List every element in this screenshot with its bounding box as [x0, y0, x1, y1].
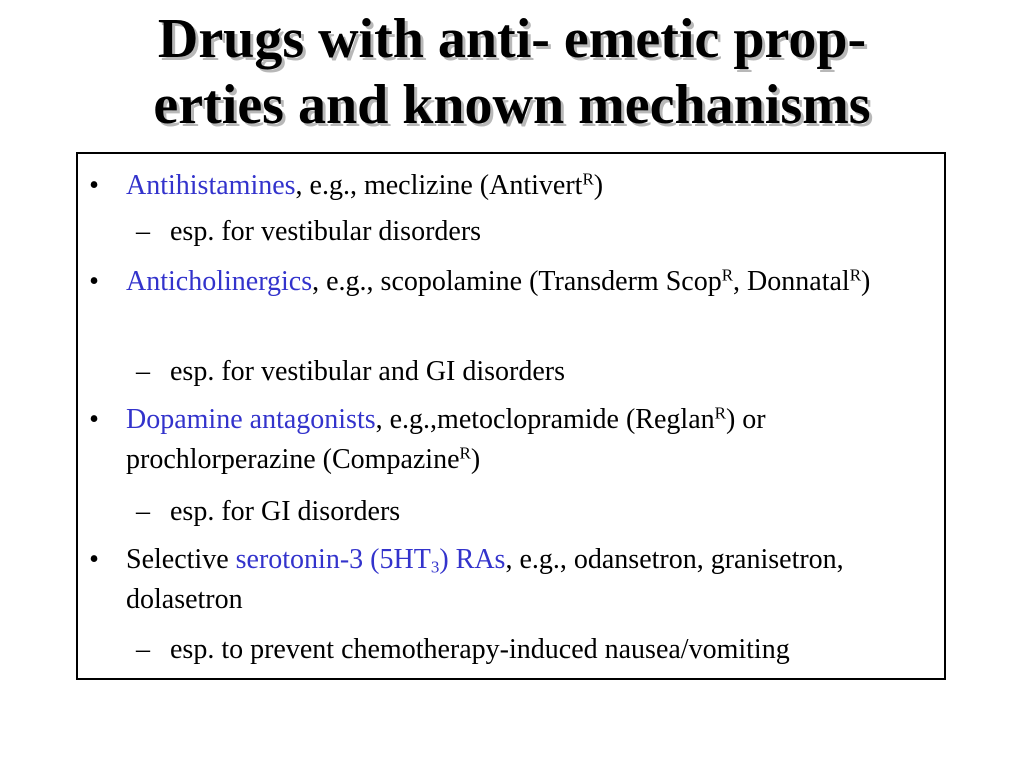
bullet-text: , e.g., odansetron, granisetron, dolasetron [126, 544, 844, 615]
drug-class-term: Anticholinergics [126, 266, 313, 297]
bullet-text: ) or prochlorperazine (Compazine [126, 404, 766, 475]
bullet-text: , e.g.,metoclopramide (Reglan [375, 404, 715, 435]
bullet-icon: • [89, 404, 99, 435]
sub-item-text: esp. for vestibular and GI disorders [170, 356, 566, 387]
registered-mark: R [849, 265, 862, 285]
dash-icon: – [136, 216, 150, 247]
bullet-text: Selective [126, 544, 236, 575]
bullet-icon: • [89, 544, 99, 575]
drug-class-term-end: ) RAs [439, 544, 506, 575]
sub-item-text: esp. for vestibular disorders [170, 216, 482, 247]
sub-item-anticholinergics [136, 352, 940, 392]
registered-mark: R [582, 169, 594, 189]
bullet-icon: • [89, 266, 99, 297]
slide-title [0, 6, 1024, 138]
bullet-text: ) [470, 444, 481, 475]
bullet-text: , e.g., meclizine (Antivert [295, 170, 583, 201]
drug-class-term: serotonin-3 (5HT [235, 544, 431, 575]
slide-title-line-2: erties and known mechanisms [153, 74, 871, 136]
drug-class-term: Antihistamines [126, 170, 296, 201]
bullet-item-serotonin-antagonists [89, 540, 936, 620]
dash-icon: – [136, 356, 150, 387]
bullet-text: , e.g., scopolamine (Transderm Scop [312, 266, 722, 297]
dash-icon: – [136, 634, 150, 665]
slide-title-line-1: Drugs with anti- emetic prop- [157, 8, 867, 70]
registered-mark: R [459, 443, 471, 463]
drug-class-term: Dopamine antagonists [126, 404, 376, 435]
bullet-icon: • [89, 170, 99, 201]
bullet-text: , Donnatal [733, 266, 850, 297]
bullet-item-anticholinergics [89, 262, 936, 302]
bullet-item-dopamine-antagonists [89, 400, 936, 480]
bullet-text: ) [593, 170, 604, 201]
sub-item-antihistamines [136, 212, 940, 252]
bullet-list-box [76, 152, 946, 680]
bullet-item-antihistamines [89, 166, 936, 206]
registered-mark: R [714, 403, 726, 423]
sub-item-serotonin-antagonists [136, 630, 940, 670]
dash-icon: – [136, 496, 150, 527]
registered-mark: R [721, 265, 734, 285]
bullet-text: ) [861, 266, 871, 297]
sub-item-dopamine-antagonists [136, 492, 940, 532]
sub-item-text: esp. for GI disorders [170, 496, 401, 527]
sub-item-text: esp. to prevent chemotherapy-induced nausea/vomiting [170, 634, 790, 665]
subscript-number: 3 [430, 557, 440, 577]
